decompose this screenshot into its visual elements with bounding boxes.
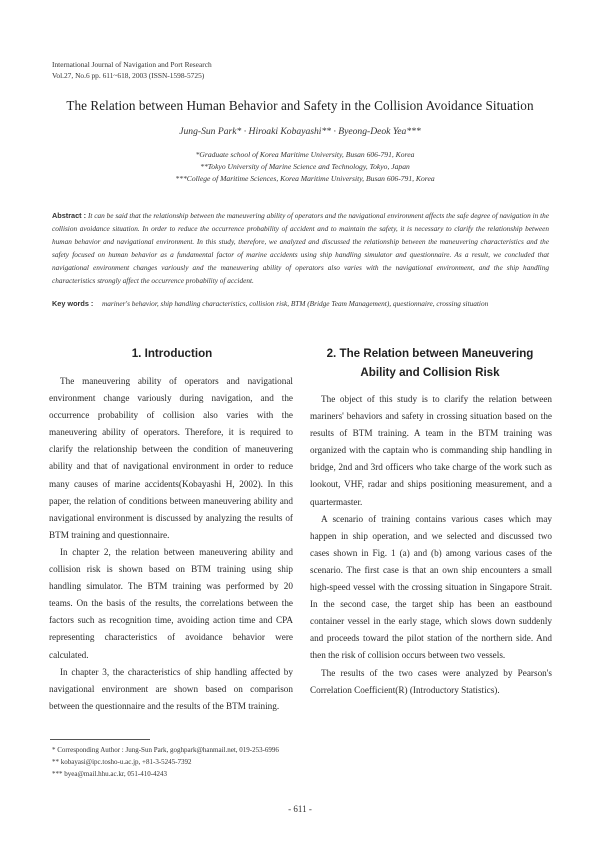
footnote-corresponding-author: * Corresponding Author : Jung-Sun Park, goghpark@hanmail.net, 019-253-6996	[52, 746, 279, 754]
keywords-label: Key words :	[52, 299, 94, 308]
section-1-paragraph: In chapter 2, the relation between maneuvering ability and collision risk is shown based on BTM training using ship handling simulator. The BTM training was performed by 20 teams. On the basis of the results, the correlations between the factors such as recognition time, avoiding action time and CPA representing characteristics of avoidance behavior were calculated.	[49, 546, 293, 660]
section-1-paragraph: The maneuvering ability of operators and navigational environment change variously during navigation, and the occurrence probability of collision also varies with the maneuvering ability of operators. Therefore, it is required to clarify the relationship between the condition of maneuvering ability and that of navigational environment in order to reduce many causes of marine accidents(Kobayashi H, 2002). In this paper, the relation of conditions between maneuvering ability and navigational environment is discussed by analyzing the results of BTM training and questionnaire.	[49, 376, 293, 540]
author-list: Jung-Sun Park* · Hiroaki Kobayashi** · Byeong-Deok Yea***	[179, 126, 421, 137]
section-1-paragraph: In chapter 3, the characteristics of ship handling affected by navigational environment are shown based on comparison between the questionnaire and the results of the BTM training.	[49, 666, 293, 711]
section-2-heading-line-2: Ability and Collision Risk	[360, 366, 500, 379]
abstract-text: It can be said that the relationship between the maneuvering ability of operators and the navigational environment affects the safe degree of navigation in the collision avoidance situation. In order to reduce the occurrence probability of accident and to maintain the safety, it is necessary to clarify the relationship between human behavior and navigational environment. In this study, therefore, we analyzed and discussed the relationship between the maneuvering characteristics and the safety focused on human behavior as a fundamental factor of marine accidents using ship handling simulator and questionnaire. As a result, we concluded that navigational environment changes variously and the maneuvering ability of operators also varies with the navigational environment, and the ship handling characteristics strongly affect the occurrence probability of accident.	[52, 211, 550, 285]
page-number: - 611 -	[288, 804, 312, 814]
section-2-paragraph: The object of this study is to clarify the relation between mariners' behaviors and safety in crossing situation based on the results of BTM training. A team in the BTM training was organized with the captain who is commanding ship handling in bridge, 2nd and 3rd officers who take charge of the work such as lookout, VHF, radar and ships positioning measurement, and a quartermaster.	[310, 394, 552, 507]
affiliations	[0, 149, 600, 185]
affiliation-3: ***College of Maritime Sciences, Korea Maritime University, Busan 606-791, Korea	[175, 174, 435, 183]
journal-name: International Journal of Navigation and Port Research	[52, 60, 212, 69]
affiliation-1: *Graduate school of Korea Maritime University, Busan 606-791, Korea	[195, 150, 415, 159]
footnotes	[52, 744, 279, 780]
section-2-heading	[310, 344, 550, 382]
affiliation-2: **Tokyo University of Marine Science and Technology, Tokyo, Japan	[200, 162, 410, 171]
footnote-divider	[50, 739, 150, 740]
keywords-text: mariner's behavior, ship handling characteristics, collision risk, BTM (Bridge Team Management), questionnaire, crossing situation	[102, 299, 489, 308]
section-1-body	[49, 373, 293, 715]
paper-title: The Relation between Human Behavior and Safety in the Collision Avoidance Situation	[66, 98, 534, 113]
section-2-paragraph: The results of the two cases were analyzed by Pearson's Correlation Coefficient(R) (Introductory Statistics).	[310, 667, 552, 695]
section-2-body	[310, 391, 552, 699]
section-1-heading: 1. Introduction	[131, 347, 213, 360]
footnote-author-2: ** kobayasi@ipc.tosho-u.ac.jp, +81-3-5245-7392	[52, 758, 192, 766]
section-2-heading-line-1: 2. The Relation between Maneuvering	[326, 347, 534, 360]
footnote-author-3: *** byea@mail.hhu.ac.kr, 051-410-4243	[52, 770, 168, 778]
journal-header	[52, 59, 212, 81]
abstract-label: Abstract :	[52, 211, 87, 220]
journal-volume: Vol.27, No.6 pp. 611~618, 2003 (ISSN-1598-5725)	[52, 71, 205, 80]
keywords	[52, 298, 552, 310]
abstract	[52, 209, 549, 287]
section-2-paragraph: A scenario of training contains various cases which may happen in ship operation, and we selected and discussed two cases shown in Fig. 1 (a) and (b) among various cases of the scenario. The first case is that an own ship encounters a small high-speed vessel with the crossing situation in Singapore Strait. In the second case, the target ship has been an eastbound container vessel in the early stage, which slows down suddenly and proceeds toward the pilot station of the northern side. And then the risk of collision occurs between two vessels.	[310, 513, 552, 661]
